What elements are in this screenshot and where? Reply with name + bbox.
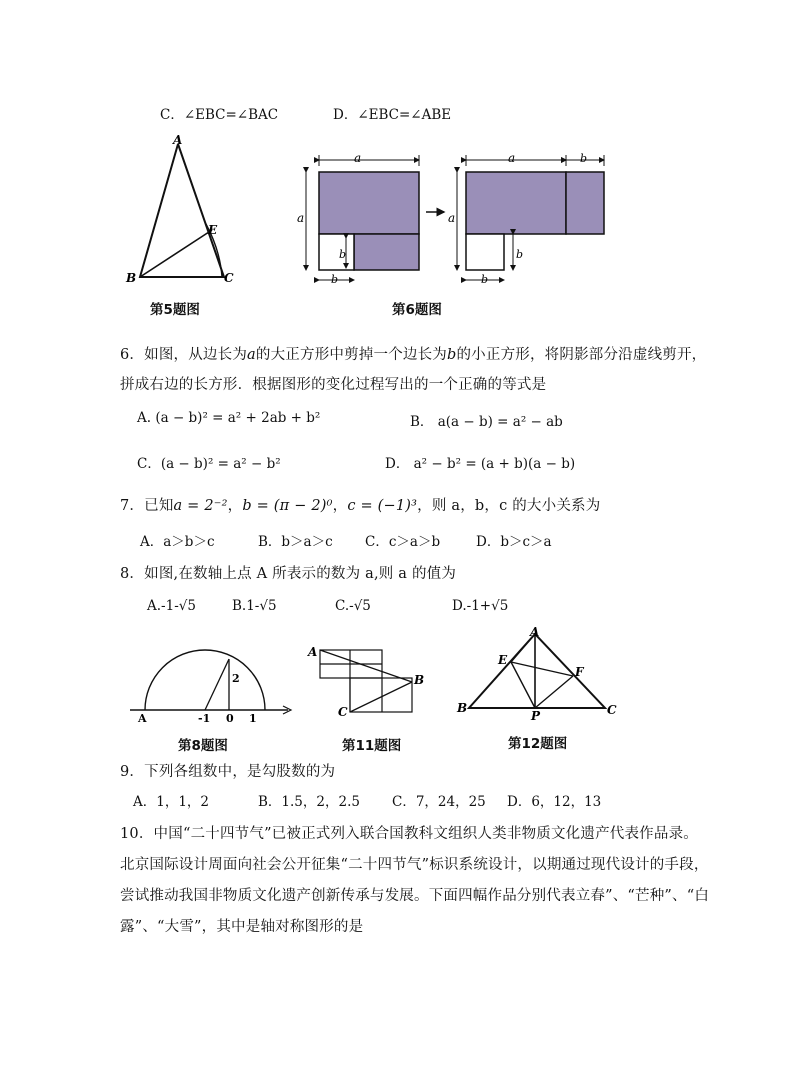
q7-stem: 7．已知a = 2⁻²，b = (π − 2)⁰，c = (−1)³，则 a，b，c 的大小关系为 xyxy=(120,498,601,514)
q5-fig-caption: 第5题图 xyxy=(150,302,200,318)
q6-label-b-bottom: b xyxy=(331,273,339,286)
figure-q11 xyxy=(308,642,428,722)
q11-label-C: C xyxy=(338,705,348,719)
q6-fig-caption: 第6题图 xyxy=(392,302,442,318)
q12-label-B: B xyxy=(457,701,468,715)
q10-line1: 10．中国“二十四节气”已被正式列入联合国教科文组织人类非物质文化遗产代表作品录。 xyxy=(120,826,698,842)
q11-fig-caption: 第11题图 xyxy=(342,738,402,754)
q6-label-b-bottom-right: b xyxy=(481,273,489,286)
q12-fig-caption: 第12题图 xyxy=(508,736,568,752)
q6-label-a-left-right: a xyxy=(448,211,456,225)
q6-option-a: A. (a − b)² = a² + 2ab + b² xyxy=(137,410,321,426)
q9-option-a: A．1，1，2 xyxy=(133,794,210,810)
q8-option-a: A.-1-√5 xyxy=(147,598,196,614)
q6-label-b-inner: b xyxy=(339,248,347,261)
q7-option-b: B．b＞a＞c xyxy=(258,534,333,550)
q6-option-d: D． a² − b² = (a + b)(a − b) xyxy=(385,456,576,472)
q7-option-a: A．a＞b＞c xyxy=(140,534,215,550)
q5-label-C: C xyxy=(224,271,234,285)
q6-stem-line1: 6．如图，从边长为a的大正方形中剪掉一个边长为b的小正方形，将阴影部分沿虚线剪开， xyxy=(120,347,707,363)
q8-stem: 8．如图,在数轴上点 A 所表示的数为 a,则 a 的值为 xyxy=(120,566,457,582)
q12-label-E: E xyxy=(498,653,508,667)
q9-option-d: D．6，12，13 xyxy=(507,794,602,810)
q5-label-B: B xyxy=(126,271,137,285)
q5-option-c: C．∠EBC=∠BAC xyxy=(160,107,279,123)
q12-label-F: F xyxy=(575,665,584,679)
q7-option-d: D．b＞c＞a xyxy=(476,534,552,550)
q5-label-E: E xyxy=(208,223,218,237)
q10-line3: 尝试推动我国非物质文化遗产创新传承与发展。下面四幅作品分别代表立春”、“芒种”、“白 xyxy=(120,888,710,904)
figure-q5 xyxy=(122,132,252,292)
q8-axis-1: 1 xyxy=(249,712,257,725)
q12-label-C: C xyxy=(607,703,617,717)
q12-label-A: A xyxy=(530,625,540,639)
q6-label-a-left: a xyxy=(297,211,305,225)
q10-line4: 露”、“大雪”，其中是轴对称图形的是 xyxy=(120,919,364,935)
q10-line2: 北京国际设计周面向社会公开征集“二十四节气”标识系统设计，以期通过现代设计的手段， xyxy=(120,857,709,873)
q9-option-b: B．1.5，2，2.5 xyxy=(258,794,360,810)
q8-axis-m1: -1 xyxy=(198,712,211,725)
q8-fig-caption: 第8题图 xyxy=(178,738,228,754)
q6-option-c: C．(a − b)² = a² − b² xyxy=(137,456,281,472)
q8-axis-A: A xyxy=(138,712,147,725)
q6-label-a-top: a xyxy=(354,151,362,165)
q5-option-d: D．∠EBC=∠ABE xyxy=(333,107,452,123)
q8-option-d: D.-1+√5 xyxy=(452,598,509,614)
q8-axis-2: 2 xyxy=(232,672,240,685)
q8-axis-0: 0 xyxy=(226,712,234,725)
q6-stem-line2: 拼成右边的长方形．根据图形的变化过程写出的一个正确的等式是 xyxy=(120,377,547,393)
q6-label-a-top-right: a xyxy=(508,151,516,165)
q6-label-b-inner-right: b xyxy=(516,248,524,261)
q6-option-b: B． a(a − b) = a² − ab xyxy=(410,414,563,430)
figure-q8 xyxy=(128,636,298,726)
q8-option-c: C.-√5 xyxy=(335,598,371,614)
q8-option-b: B.1-√5 xyxy=(232,598,277,614)
q5-label-A: A xyxy=(173,133,183,147)
q9-stem: 9．下列各组数中，是勾股数的为 xyxy=(120,764,336,780)
figure-q12 xyxy=(455,624,625,724)
q7-option-c: C．c＞a＞b xyxy=(365,534,441,550)
q12-label-P: P xyxy=(531,709,541,723)
figure-q6 xyxy=(294,152,614,302)
q11-label-A: A xyxy=(308,645,318,659)
q6-label-b-top-right: b xyxy=(580,152,588,165)
q9-option-c: C．7，24，25 xyxy=(392,794,486,810)
q11-label-B: B xyxy=(414,673,425,687)
